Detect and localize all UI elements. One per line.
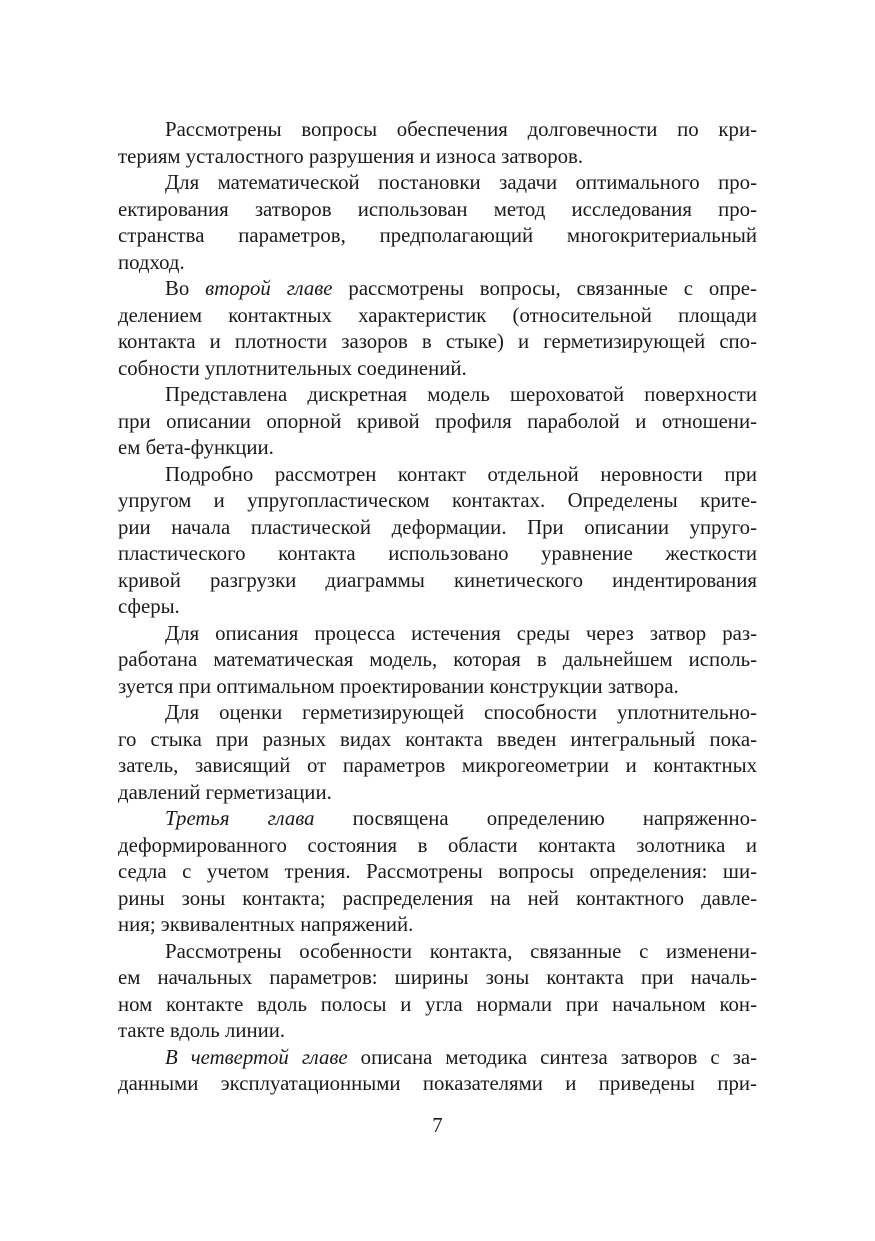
text-line (118, 886, 757, 913)
text-run: описана методика синтеза затворов с за- (347, 1045, 758, 1069)
text-line (118, 806, 757, 833)
text-run: ном контакте вдоль полосы и угла нормали при начальном кон- (118, 992, 757, 1016)
text-run: делением контактных характеристик (относительной площади (118, 303, 757, 327)
text-run: деформированного состояния в области контакта золотника и (118, 833, 757, 857)
text-line (118, 223, 757, 250)
paragraph (118, 1045, 757, 1098)
text-run: работана математическая модель, которая в дальнейшем исполь- (118, 648, 757, 671)
text-run: странства параметров, предполагающий многокритериальный (118, 224, 757, 247)
text-run: пластического контакта использовано уравнение жесткости (118, 542, 757, 565)
text-line (118, 356, 757, 383)
text-run: ектирования затворов использован метод исследования про- (118, 197, 757, 221)
text-run: рассмотрены вопросы, связанные с опре- (332, 277, 757, 300)
text-run: при описании опорной кривой профиля параболой и отношени- (118, 409, 757, 433)
text-line (118, 647, 757, 674)
italic-text: Третья глава (165, 807, 315, 830)
text-line (118, 833, 757, 860)
text-run: контакта и плотности зазоров в стыке) и герметизирующей спо- (118, 330, 757, 353)
page-number: 7 (432, 1114, 443, 1137)
italic-text: второй главе (205, 277, 333, 300)
text-line (118, 276, 757, 303)
text-run: Представлена дискретная модель шероховатой поверхности (165, 383, 757, 406)
text-line (118, 1071, 757, 1098)
text-line (118, 197, 757, 224)
text-run: го стыка при разных видах контакта введен интегральный пока- (118, 727, 757, 751)
text-run: Для математической постановки задачи оптимального про- (165, 171, 757, 194)
text-run: кривой разгрузки диаграммы кинетического индентирования (118, 568, 757, 592)
paragraph (118, 806, 757, 939)
text-line (118, 303, 757, 330)
text-line (118, 594, 757, 621)
text-run: сферы. (118, 595, 180, 618)
text-run: Рассмотрены особенности контакта, связанные с изменени- (165, 939, 757, 963)
text-run: посвящена определению напряженно- (314, 807, 757, 830)
text-run: ем начальных параметров: ширины зоны контакта при началь- (118, 966, 757, 989)
text-line (118, 859, 757, 886)
text-run: рии начала пластической деформации. При описании упруго- (118, 515, 757, 539)
paragraph (118, 382, 757, 462)
paragraph (118, 939, 757, 1045)
text-line (118, 250, 757, 277)
text-line (118, 1045, 757, 1072)
text-run: такте вдоль линии. (118, 1019, 286, 1042)
paragraph (118, 621, 757, 701)
text-line (118, 144, 757, 171)
italic-text: В четвертой главе (165, 1045, 348, 1069)
text-line (118, 170, 757, 197)
text-run: рины зоны контакта; распределения на ней контактного давле- (118, 886, 757, 910)
text-run: собности уплотнительных соединений. (118, 356, 467, 380)
text-run: седла с учетом трения. Рассмотрены вопросы определения: ши- (118, 860, 757, 883)
text-run: упругом и упругопластическом контактах. Определены крите- (118, 489, 757, 512)
text-line (118, 515, 757, 542)
text-line (118, 700, 757, 727)
text-run: Во (165, 277, 206, 300)
text-line (118, 117, 757, 144)
text-line (118, 727, 757, 754)
text-line (118, 939, 757, 966)
text-line (118, 780, 757, 807)
text-line (118, 382, 757, 409)
paragraph (118, 700, 757, 806)
text-line (118, 541, 757, 568)
text-line (118, 488, 757, 515)
text-run: зуется при оптимальном проектировании конструкции затвора. (118, 674, 679, 698)
text-line (118, 568, 757, 595)
text-run: ем бета-функции. (118, 436, 274, 459)
text-run: данными эксплуатационными показателями и приведены при- (118, 1072, 757, 1095)
text-line (118, 674, 757, 701)
text-line (118, 753, 757, 780)
text-line (118, 435, 757, 462)
body-text (118, 117, 757, 1098)
paragraph (118, 462, 757, 621)
text-line (118, 329, 757, 356)
text-run: ния; эквивалентных напряжений. (118, 913, 414, 936)
text-line (118, 462, 757, 489)
text-line (118, 965, 757, 992)
paragraph (118, 276, 757, 382)
text-line (118, 992, 757, 1019)
text-run: Подробно рассмотрен контакт отдельной неровности при (165, 462, 757, 486)
text-run: давлений герметизации. (118, 780, 332, 804)
text-line (118, 621, 757, 648)
text-run: подход. (118, 250, 185, 274)
text-run: Для оценки герметизирующей способности уплотнительно- (165, 701, 757, 724)
text-run: териям усталостного разрушения и износа затворов. (118, 144, 584, 168)
text-run: затель, зависящий от параметров микрогеометрии и контактных (118, 754, 757, 777)
text-line (118, 1018, 757, 1045)
text-run: Для описания процесса истечения среды через затвор раз- (165, 621, 757, 645)
text-line (118, 409, 757, 436)
paragraph (118, 170, 757, 276)
text-run: Рассмотрены вопросы обеспечения долговечности по кри- (165, 118, 757, 141)
text-line (118, 912, 757, 939)
paragraph (118, 117, 757, 170)
